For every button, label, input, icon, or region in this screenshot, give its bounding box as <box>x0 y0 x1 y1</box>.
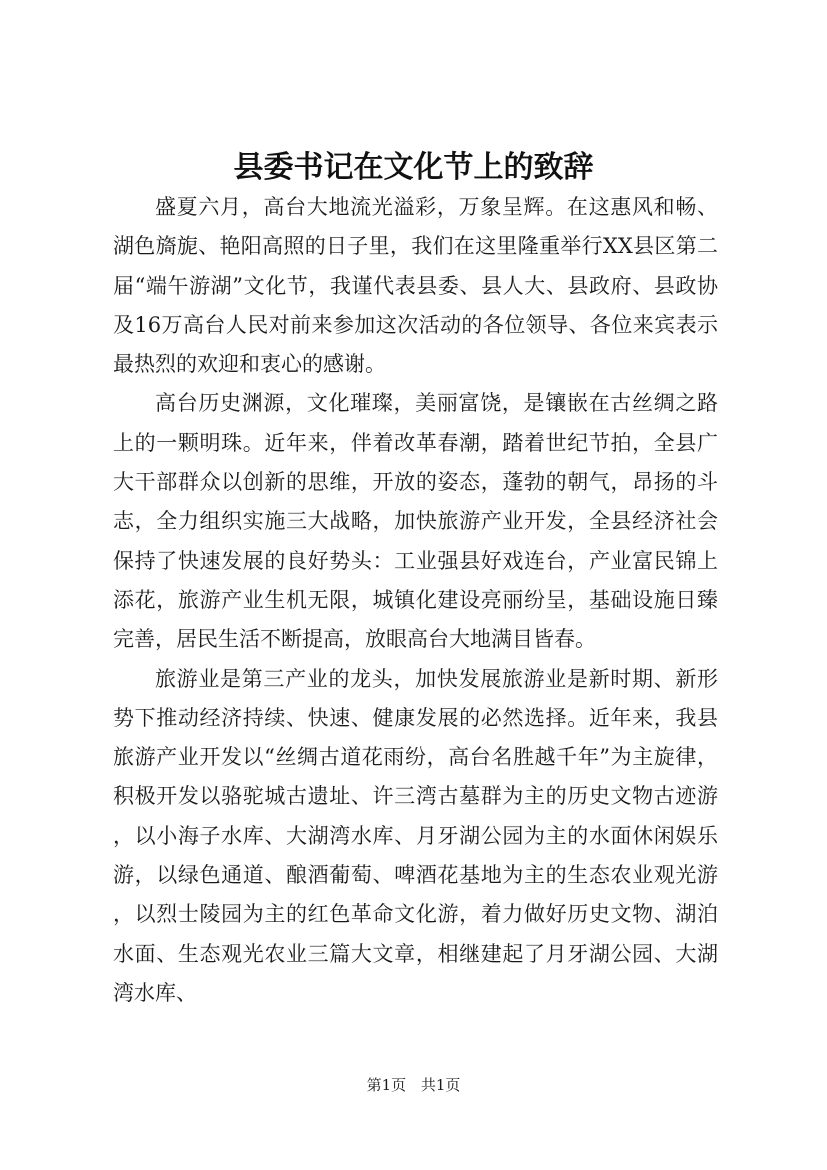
page-number: 第1页 <box>366 1076 407 1094</box>
paragraph-1: 盛夏六月，高台大地流光溢彩，万象呈辉。在这惠风和畅、湖色旖旎、艳阳高照的日子里，我们在这里隆重举行XX县区第二届“端午游湖”文化节，我谨代表县委、县人大、县政府、县政协及16万高台人民对前来参加这次活动的各位领导、各位来宾表示最热烈的欢迎和衷心的感谢。 <box>113 195 718 377</box>
paragraph-3: 旅游业是第三产业的龙头，加快发展旅游业是新时期、新形势下推动经济持续、快速、健康发展的必然选择。近年来，我县旅游产业开发以“丝绸古道花雨纷，高台名胜越千年”为主旋律，积极开发以骆驼城古遗址、许三湾古墓群为主的历史文物古迹游，以小海子水库、大湖湾水库、月牙湖公园为主的水面休闲娱乐游，以绿色通道、酿酒葡萄、啤酒花基地为主的生态农业观光游，以烈士陵园为主的红色革命文化游，着力做好历史文物、湖泊水面、生态观光农业三篇大文章，相继建起了月牙湖公园、大湖湾水库、 <box>113 666 718 1005</box>
document-title: 县委书记在文化节上的致辞 <box>233 150 594 185</box>
paragraph-2: 高台历史渊源，文化璀璨，美丽富饶，是镶嵌在古丝绸之路上的一颗明珠。近年来，伴着改革春潮，踏着世纪节拍，全县广大干部群众以创新的思维，开放的姿态，蓬勃的朝气，昂扬的斗志，全力组织实施三大战略，加快旅游产业开发，全县经济社会保持了快速发展的良好势头：工业强县好戏连台，产业富民锦上添花，旅游产业生机无限，城镇化建设亮丽纷呈，基础设施日臻完善，居民生活不断提高，放眼高台大地满目皆春。 <box>113 391 718 652</box>
page-total: 共1页 <box>420 1076 461 1094</box>
page-footer <box>0 1074 827 1096</box>
document-body <box>113 188 718 1013</box>
